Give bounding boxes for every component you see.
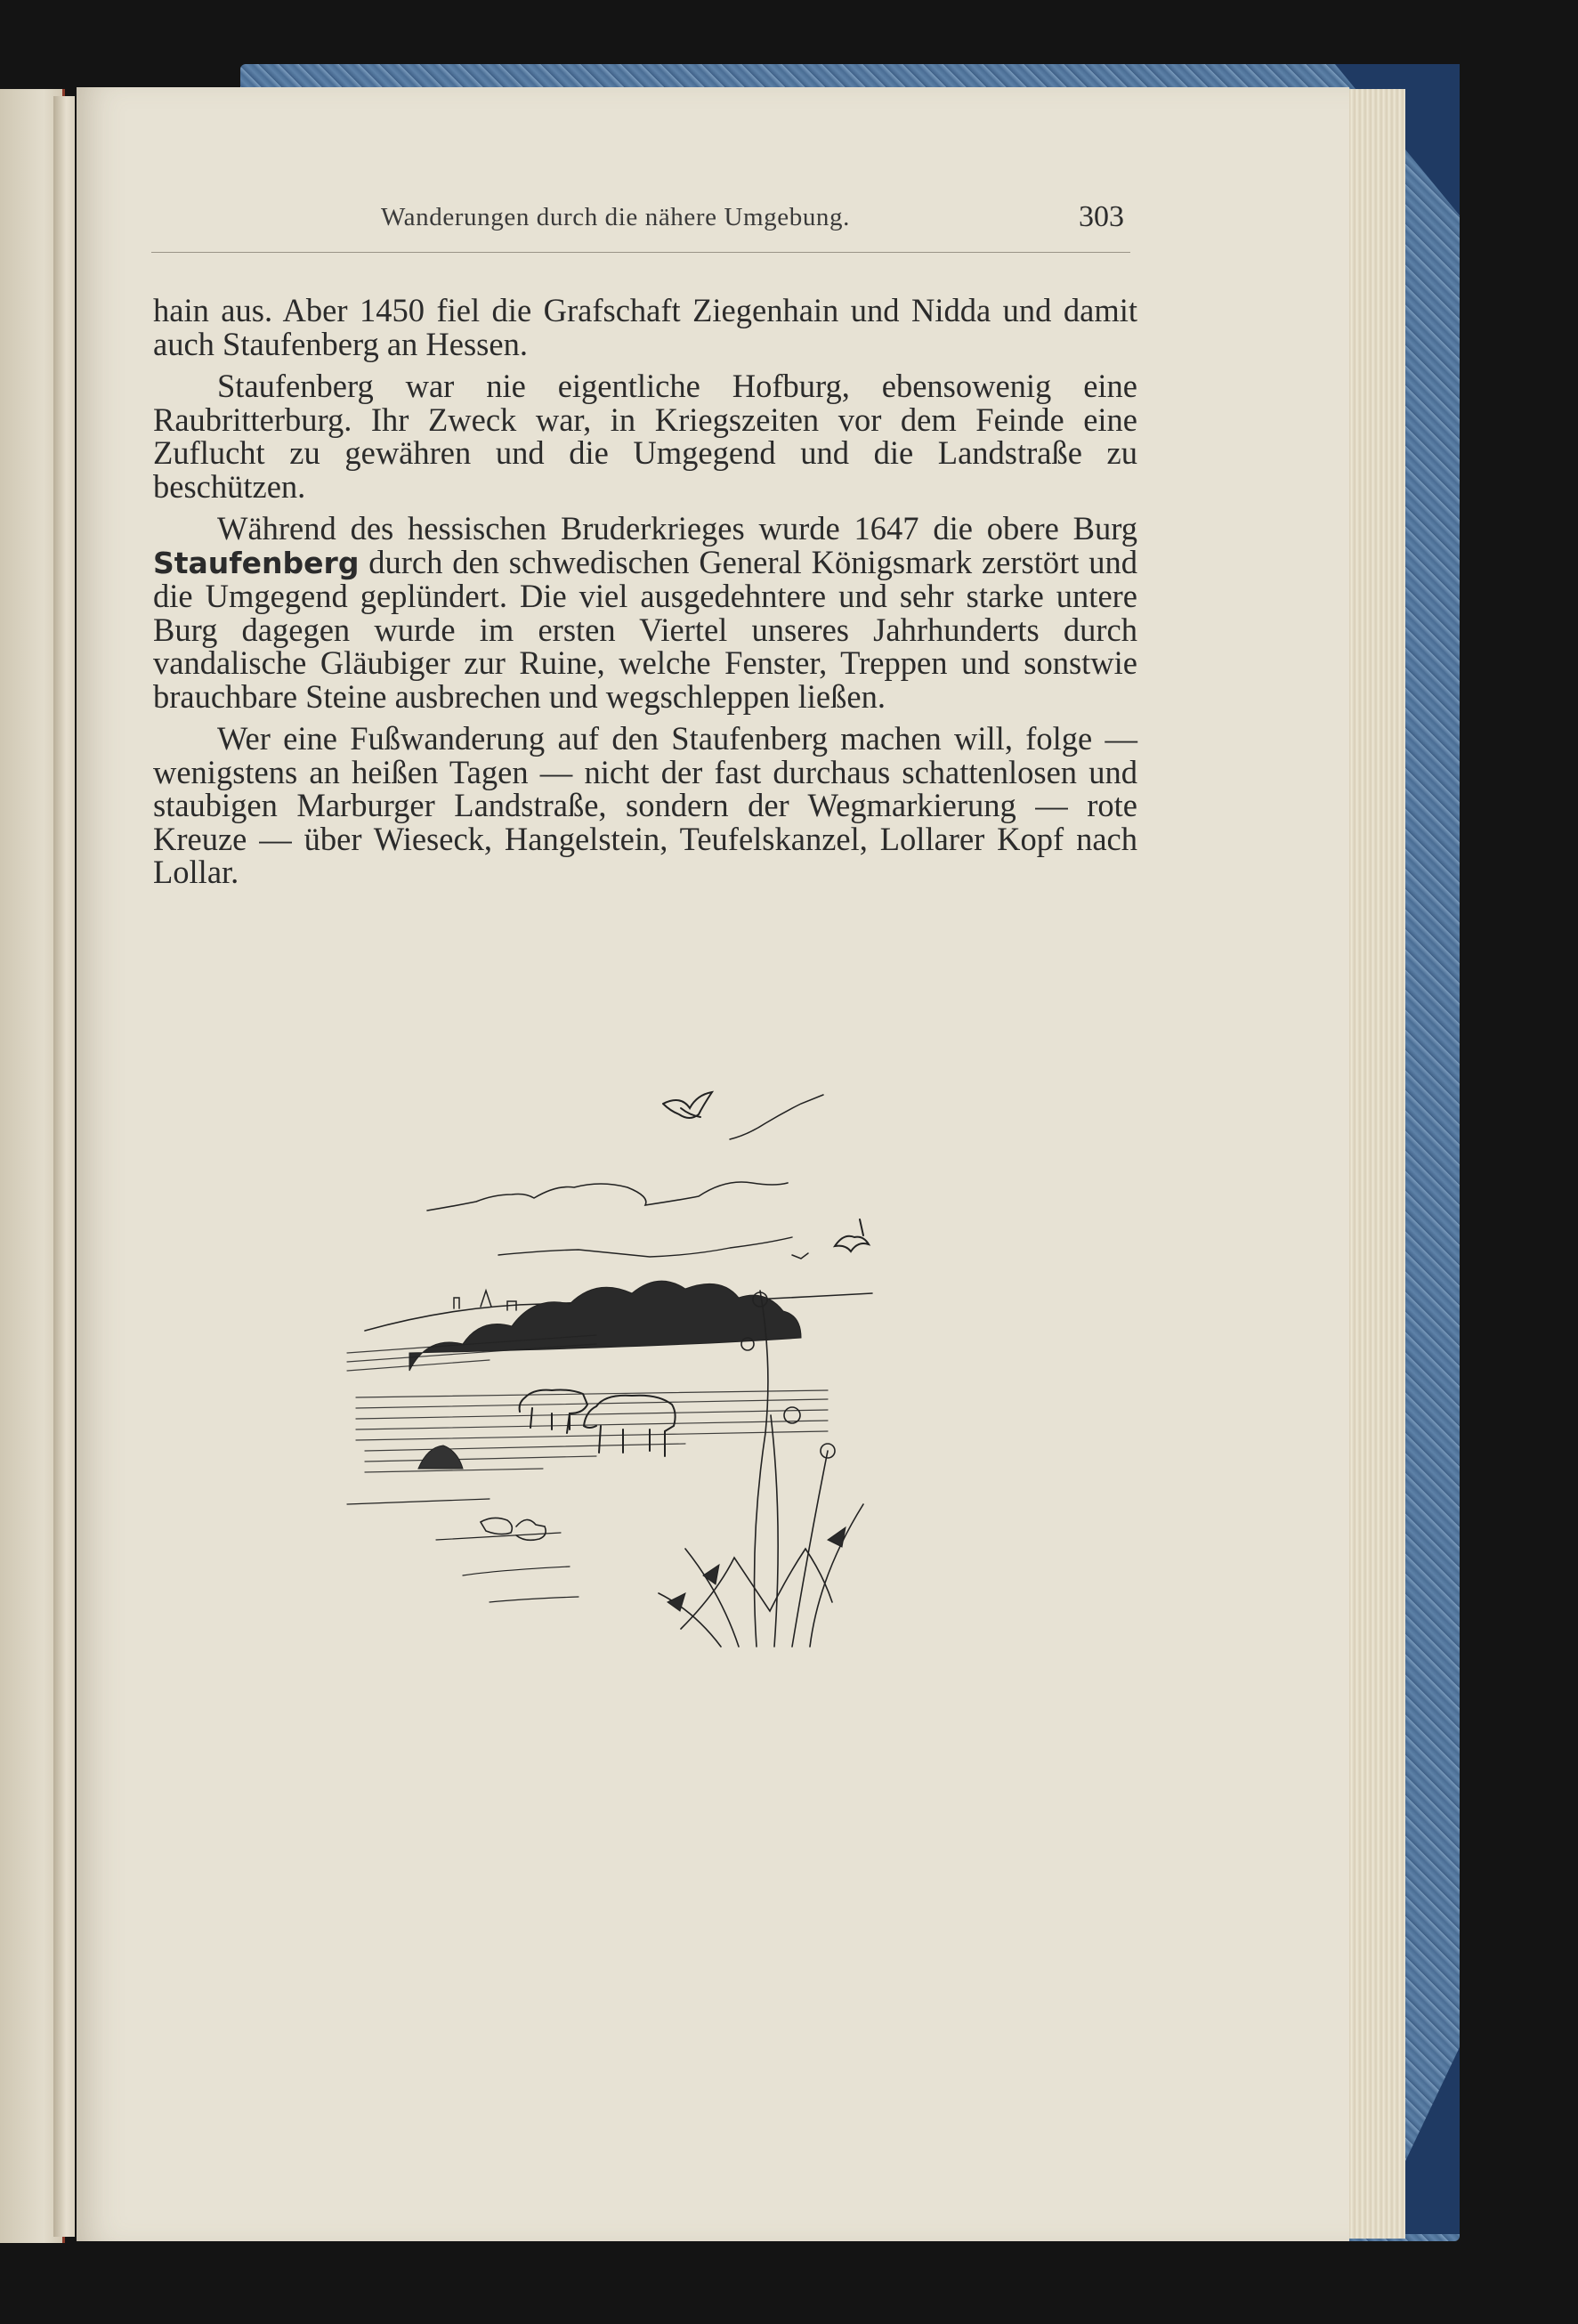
bird-icon [663,1092,712,1118]
body-text [153,294,1137,898]
paragraph-2: Staufenberg war nie eigentliche Hofburg, ebensowenig eine Raubritterburg. Ihr Zweck war, in Kriegszeiten vor dem Feinde eine Zuflucht zu gewähren und die Umgegend und die Landstraße zu beschützen. [153,368,1137,505]
book-gutter [53,96,75,2237]
page-number: 303 [1079,200,1124,233]
landscape-engraving [329,1077,970,1682]
cow-icon-2 [584,1396,676,1456]
paragraph-3-end: durch den schwedischen General Königsmark zerstört und die Umgegend geplündert. Die viel ausgedehntere und sehr starke untere Burg dagegen wurde im ersten Viertel unseres Jahrhunderts durch vandalische Gläubiger zur Ruine, welche Fenster, Treppen und sonstwie brauchbare Steine ausbrechen und wegschleppen ließen. [153,543,1137,715]
paragraph-4: Wer eine Fußwanderung auf den Staufenberg machen will, folge — wenigstens an heißen Tagen — nicht der fast durchaus schattenlosen und staubigen Marburger Landstraße, sondern der Wegmarkierung — rote Kreuze — über Wieseck, Hangelstein, Teufelskanzel, Lollarer Kopf nach Lollar. [153,720,1137,890]
highlighted-place-name: Staufenberg [153,545,360,580]
paragraph-3 [153,512,1137,713]
paragraph-3-start: Während des hessischen Bruderkrieges wurde 1647 die obere Burg [217,510,1137,547]
running-head: Wanderungen durch die nähere Umgebung. [381,203,850,231]
paragraph-1: hain aus. Aber 1450 fiel die Grafschaft Ziegenhain und Nidda und damit auch Staufenberg an Hessen. [153,292,1137,362]
bird-icon-2 [835,1219,869,1251]
header-rule [151,252,1130,253]
